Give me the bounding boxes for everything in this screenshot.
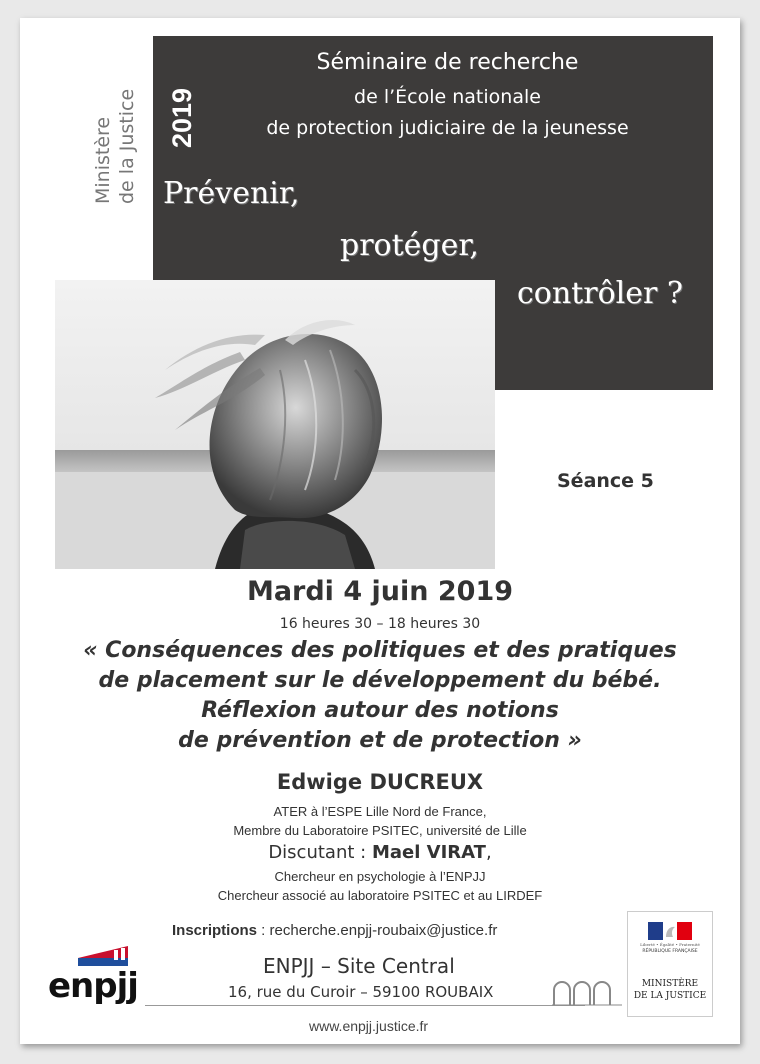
discussant-name: Mael VIRAT [371,842,486,863]
website-link[interactable]: www.enpjj.justice.fr [309,1018,429,1034]
talk-title [20,636,740,756]
ministry-justice-logo [627,911,713,1017]
discussant-label: Discutant : [268,842,367,863]
windblown-hair-photo [55,280,495,569]
registration-separator: : [257,922,270,939]
talk-title-line2: de placement sur le développement du bébé. [98,668,662,693]
slogan-line2: protéger, [340,228,479,263]
registration-email-link[interactable]: recherche.enpjj-roubaix@justice.fr [269,922,498,939]
rf-ministry [628,978,712,1002]
rf-ministry-line2: DE LA JUSTICE [633,991,707,1001]
ministry-line2: de la Justice [116,88,138,204]
enpjj-wordmark: enpjj [48,966,138,1006]
discussant-affiliation1: Chercheur en psychologie à l’ENPJJ [274,869,486,884]
talk-title-line1: « Conséquences des politiques et des pratiques [83,638,677,663]
marianne-flag-icon [648,922,692,940]
speaker-affiliation1: ATER à l’ESPE Lille Nord de France, [273,804,487,819]
rf-ministry-line1: MINISTÈRE [641,979,699,989]
ministry-line1: Ministère [92,116,114,204]
venue-name: ENPJJ – Site Central [263,954,455,978]
registration-line [172,922,497,939]
rf-motto: Liberté • Égalité • Fraternité [640,942,700,947]
speaker-name: Edwige DUCREUX [276,770,484,794]
session-label: Séance 5 [557,470,654,492]
year-label: 2019 [167,87,197,148]
rf-republic: RÉPUBLIQUE FRANÇAISE [642,949,698,954]
slogan-line1: Prévenir, [163,176,300,211]
discussant-affiliation2: Chercheur associé au laboratoire PSITEC et au LIRDEF [217,888,543,903]
discussant-line [20,842,740,863]
seminar-title-line1: Séminaire de recherche [316,50,579,75]
enpjj-roof-icon [78,946,173,968]
poster-page [20,18,740,1044]
slogan-line3: contrôler ? [517,276,683,311]
speaker-affiliation2: Membre du Laboratoire PSITEC, université de Lille [233,823,527,838]
seminar-title-line3: de protection judiciaire de la jeunesse [266,117,629,139]
venue-address: 16, rue du Curoir – 59100 ROUBAIX [228,983,494,1001]
seminar-title-line2: de l’École nationale [354,86,541,108]
ministry-vertical-label [90,36,150,211]
arches-icon [552,976,622,1006]
address-divider [145,1005,585,1006]
talk-title-line4: de prévention et de protection » [178,728,582,753]
event-date: Mardi 4 juin 2019 [246,576,514,607]
registration-label: Inscriptions [172,922,258,939]
talk-title-line3: Réflexion autour des notions [201,698,559,723]
enpjj-logo [48,946,143,1016]
event-hours: 16 heures 30 – 18 heures 30 [279,616,481,632]
discussant-suffix: , [485,842,492,863]
